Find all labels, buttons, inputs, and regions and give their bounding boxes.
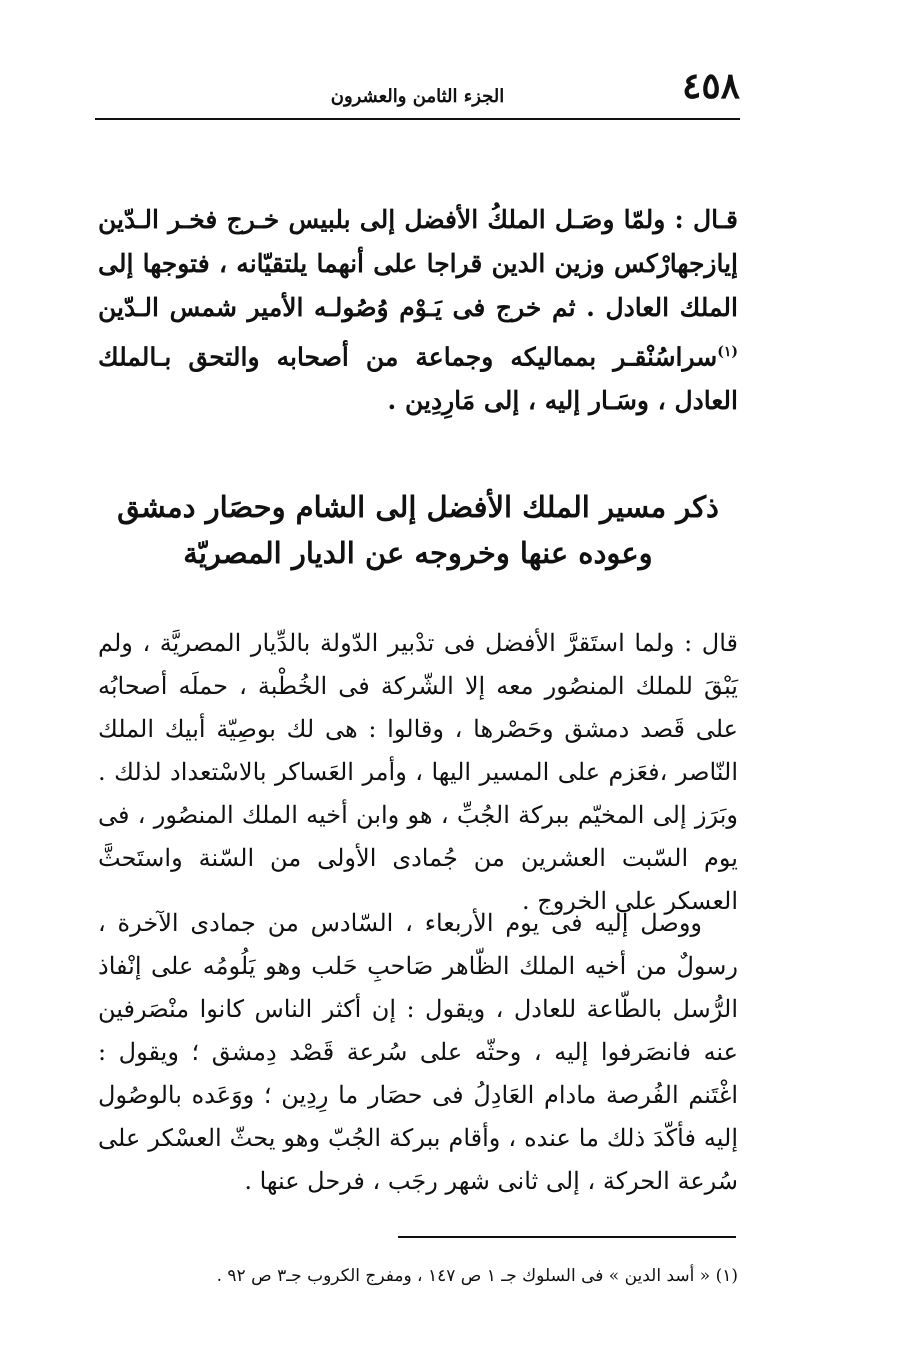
footnote-mark: (١) [717,344,738,360]
paragraph-1-text-a: قـال : ولمّا وصَـل الملكُ الأفضل إلى بلبيس خـرج فخـر الـدّين إيازجهارْكس وزين الدين قراجا على أنهما يلتقيّانه ، فتوجها إلى الملك العادل . ثم خرج فى يَـوْم وُصُولـه الأمير شمس الـدّين [98,205,738,322]
header-rule [95,118,740,120]
paragraph-1 [98,198,738,423]
page-header [95,62,740,122]
section-heading [98,484,738,576]
paragraph-2: قال : ولما استَقرَّ الأفضل فى تدْبير الدّولة بالدِّيار المصريَّة ، ولم يَبْقَ للملك المنصُور معه إلا الشّركة فى الخُطْبة ، حملَه أصحابُه على قَصد دمشق وحَصْرها ، وقالوا : هى لك بوصِيّة أبيك الملك النّاصر ،فعَزم على المسير اليها ، وأمر العَساكر بالاسْتعداد لذلك . وبَرَز إلى المخيّم ببركة الجُبِّ ، هو وابن أخيه الملك المنصُور ، فى يوم السّبت العشرين من جُمادى الأولى من السّنة واستَحثَّ العسكر على الخروج . [98,629,738,915]
running-title: الجزء الثامن والعشرون [330,86,505,107]
footnote-rule [398,1236,736,1238]
footnote: (١) « أسد الدين » فى السلوك جـ ١ ص ١٤٧ ، ومفرج الكروب جـ٣ ص ٩٢ . [216,1266,738,1286]
paragraph-3: ووصل إليه فى يوم الأربعاء ، السّادس من جمادى الآخرة ، رسولٌ من أخيه الملك الظّاهر صَاحبِ حَلب وهو يَلُومُه على إنْفاذ الرُّسل بالطّاعة للعادل ، ويقول : إن أكثر الناس كانوا منْصَرفين عنه فانصَرفوا إليه ، وحثّه على سُرعة قَصْد دِمشق ؛ ويقول : اغْتَنم الفُرصة مادام العَادِلُ فى حصَار ما رِدِين ؛ ووَعَده بالوصُول إليه فأكّدَ ذلك ما عنده ، وأقام ببركة الجُبّ وهو يحثّ العسْكر على سُرعة الحركة ، إلى ثانى شهر رجَب ، فرحل عنها . [98,909,738,1195]
section-heading-line-2: وعوده عنها وخروجه عن الديار المصريّة [183,536,653,570]
section-heading-line-1: ذكر مسير الملك الأفضل إلى الشام وحصَار دمشق [117,490,719,524]
page-number: ٤٥٨ [681,65,740,107]
paragraph-1-text-b: سراسُنْقـر بمماليكه وجماعة من أصحابه والتحق بـالملك العادل ، وسَـار إليه ، إلى مَارِدِين . [98,342,738,416]
